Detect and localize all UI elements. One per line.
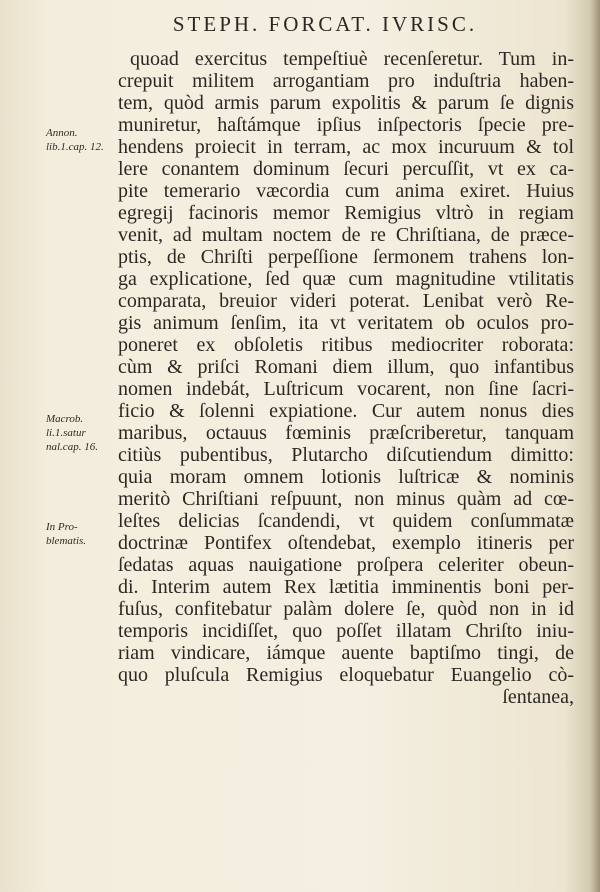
body-text bbox=[118, 48, 574, 708]
margin-note: Annon. lib.1.cap. 12. bbox=[46, 127, 104, 153]
text-line: crepuit militem arrogantiam pro induſtria haben- bbox=[118, 70, 574, 92]
text-line: di. Interim autem Rex lætitia imminentis boni per- bbox=[118, 576, 574, 598]
text-line: ſentanea, bbox=[502, 686, 574, 708]
text-line: maribus, octauus fœminis præſcriberetur, tanquam bbox=[118, 422, 574, 444]
text-line: ficio & ſolenni expiatione. Cur autem nonus dies bbox=[118, 400, 574, 422]
page-gutter-shadow bbox=[590, 0, 600, 892]
text-line: temporis incidiſſet, quo poſſet illatam Chriſto iniu- bbox=[118, 620, 574, 642]
text-line: nomen indebát, Luſtricum vocarent, non ſine ſacri- bbox=[118, 378, 574, 400]
text-line: ptis, de Chriſti perpeſſione ſermonem trahens lon- bbox=[118, 246, 574, 268]
text-line: leſtes delicias ſcandendi, vt quidem conſummatæ bbox=[118, 510, 574, 532]
text-line: hendens proiecit in terram, ac mox incuruum & tol bbox=[118, 136, 574, 158]
text-line: doctrinæ Pontifex oſtendebat, exemplo itineris per bbox=[118, 532, 574, 554]
text-line: meritò Chriſtiani reſpuunt, non minus quàm ad cœ- bbox=[118, 488, 574, 510]
text-line: fuſus, confitebatur palàm dolere ſe, quòd non in id bbox=[118, 598, 574, 620]
text-line: cùm & priſci Romani diem illum, quo infantibus bbox=[118, 356, 574, 378]
text-line: pite temerario væcordia cum anima exiret. Huius bbox=[118, 180, 574, 202]
margin-note: Macrob. li.1.satur nal.cap. 16. bbox=[46, 413, 98, 453]
text-line: venit, ad multam noctem de re Chriſtiana, de præce- bbox=[118, 224, 574, 246]
running-head: STEPH. FORCAT. IVRISC. bbox=[172, 12, 478, 36]
text-line: gis animum ſenſim, ita vt veritatem ob oculos pro- bbox=[118, 312, 574, 334]
text-line: quia moram omnem lotionis luſtricæ & nominis bbox=[118, 466, 574, 488]
text-line: egregij facinoris memor Remigius vltrò in regiam bbox=[118, 202, 574, 224]
text-line: ſedatas aquas nauigatione proſpera celeriter obeun- bbox=[118, 554, 574, 576]
text-line: comparata, breuior videri poterat. Lenibat verò Re- bbox=[118, 290, 574, 312]
text-line: ga explicatione, ſed quæ cum magnitudine vtilitatis bbox=[118, 268, 574, 290]
text-line: quo pluſcula Remigius eloquebatur Euangelio cò- bbox=[118, 664, 574, 686]
text-line: quoad exercitus tempeſtiuè recenſeretur. Tum in- bbox=[130, 48, 574, 70]
text-line: riam vindicare, iámque auente baptiſmo tingi, de bbox=[118, 642, 574, 664]
text-line: citiùs pubentibus, Plutarcho diſcutiendum dimitto: bbox=[118, 444, 574, 466]
text-line: tem, quòd armis parum expolitis & parum ſe dignis bbox=[118, 92, 574, 114]
margin-note: In Pro- blematis. bbox=[46, 521, 87, 547]
text-line: muniretur, haſtámque ipſius inſpectoris ſpecie pre- bbox=[118, 114, 574, 136]
text-line: poneret ex obſoletis ritibus mediocriter roborata: bbox=[118, 334, 574, 356]
text-line: lere conantem dominum ſecuri percuſſit, vt ex ca- bbox=[118, 158, 574, 180]
